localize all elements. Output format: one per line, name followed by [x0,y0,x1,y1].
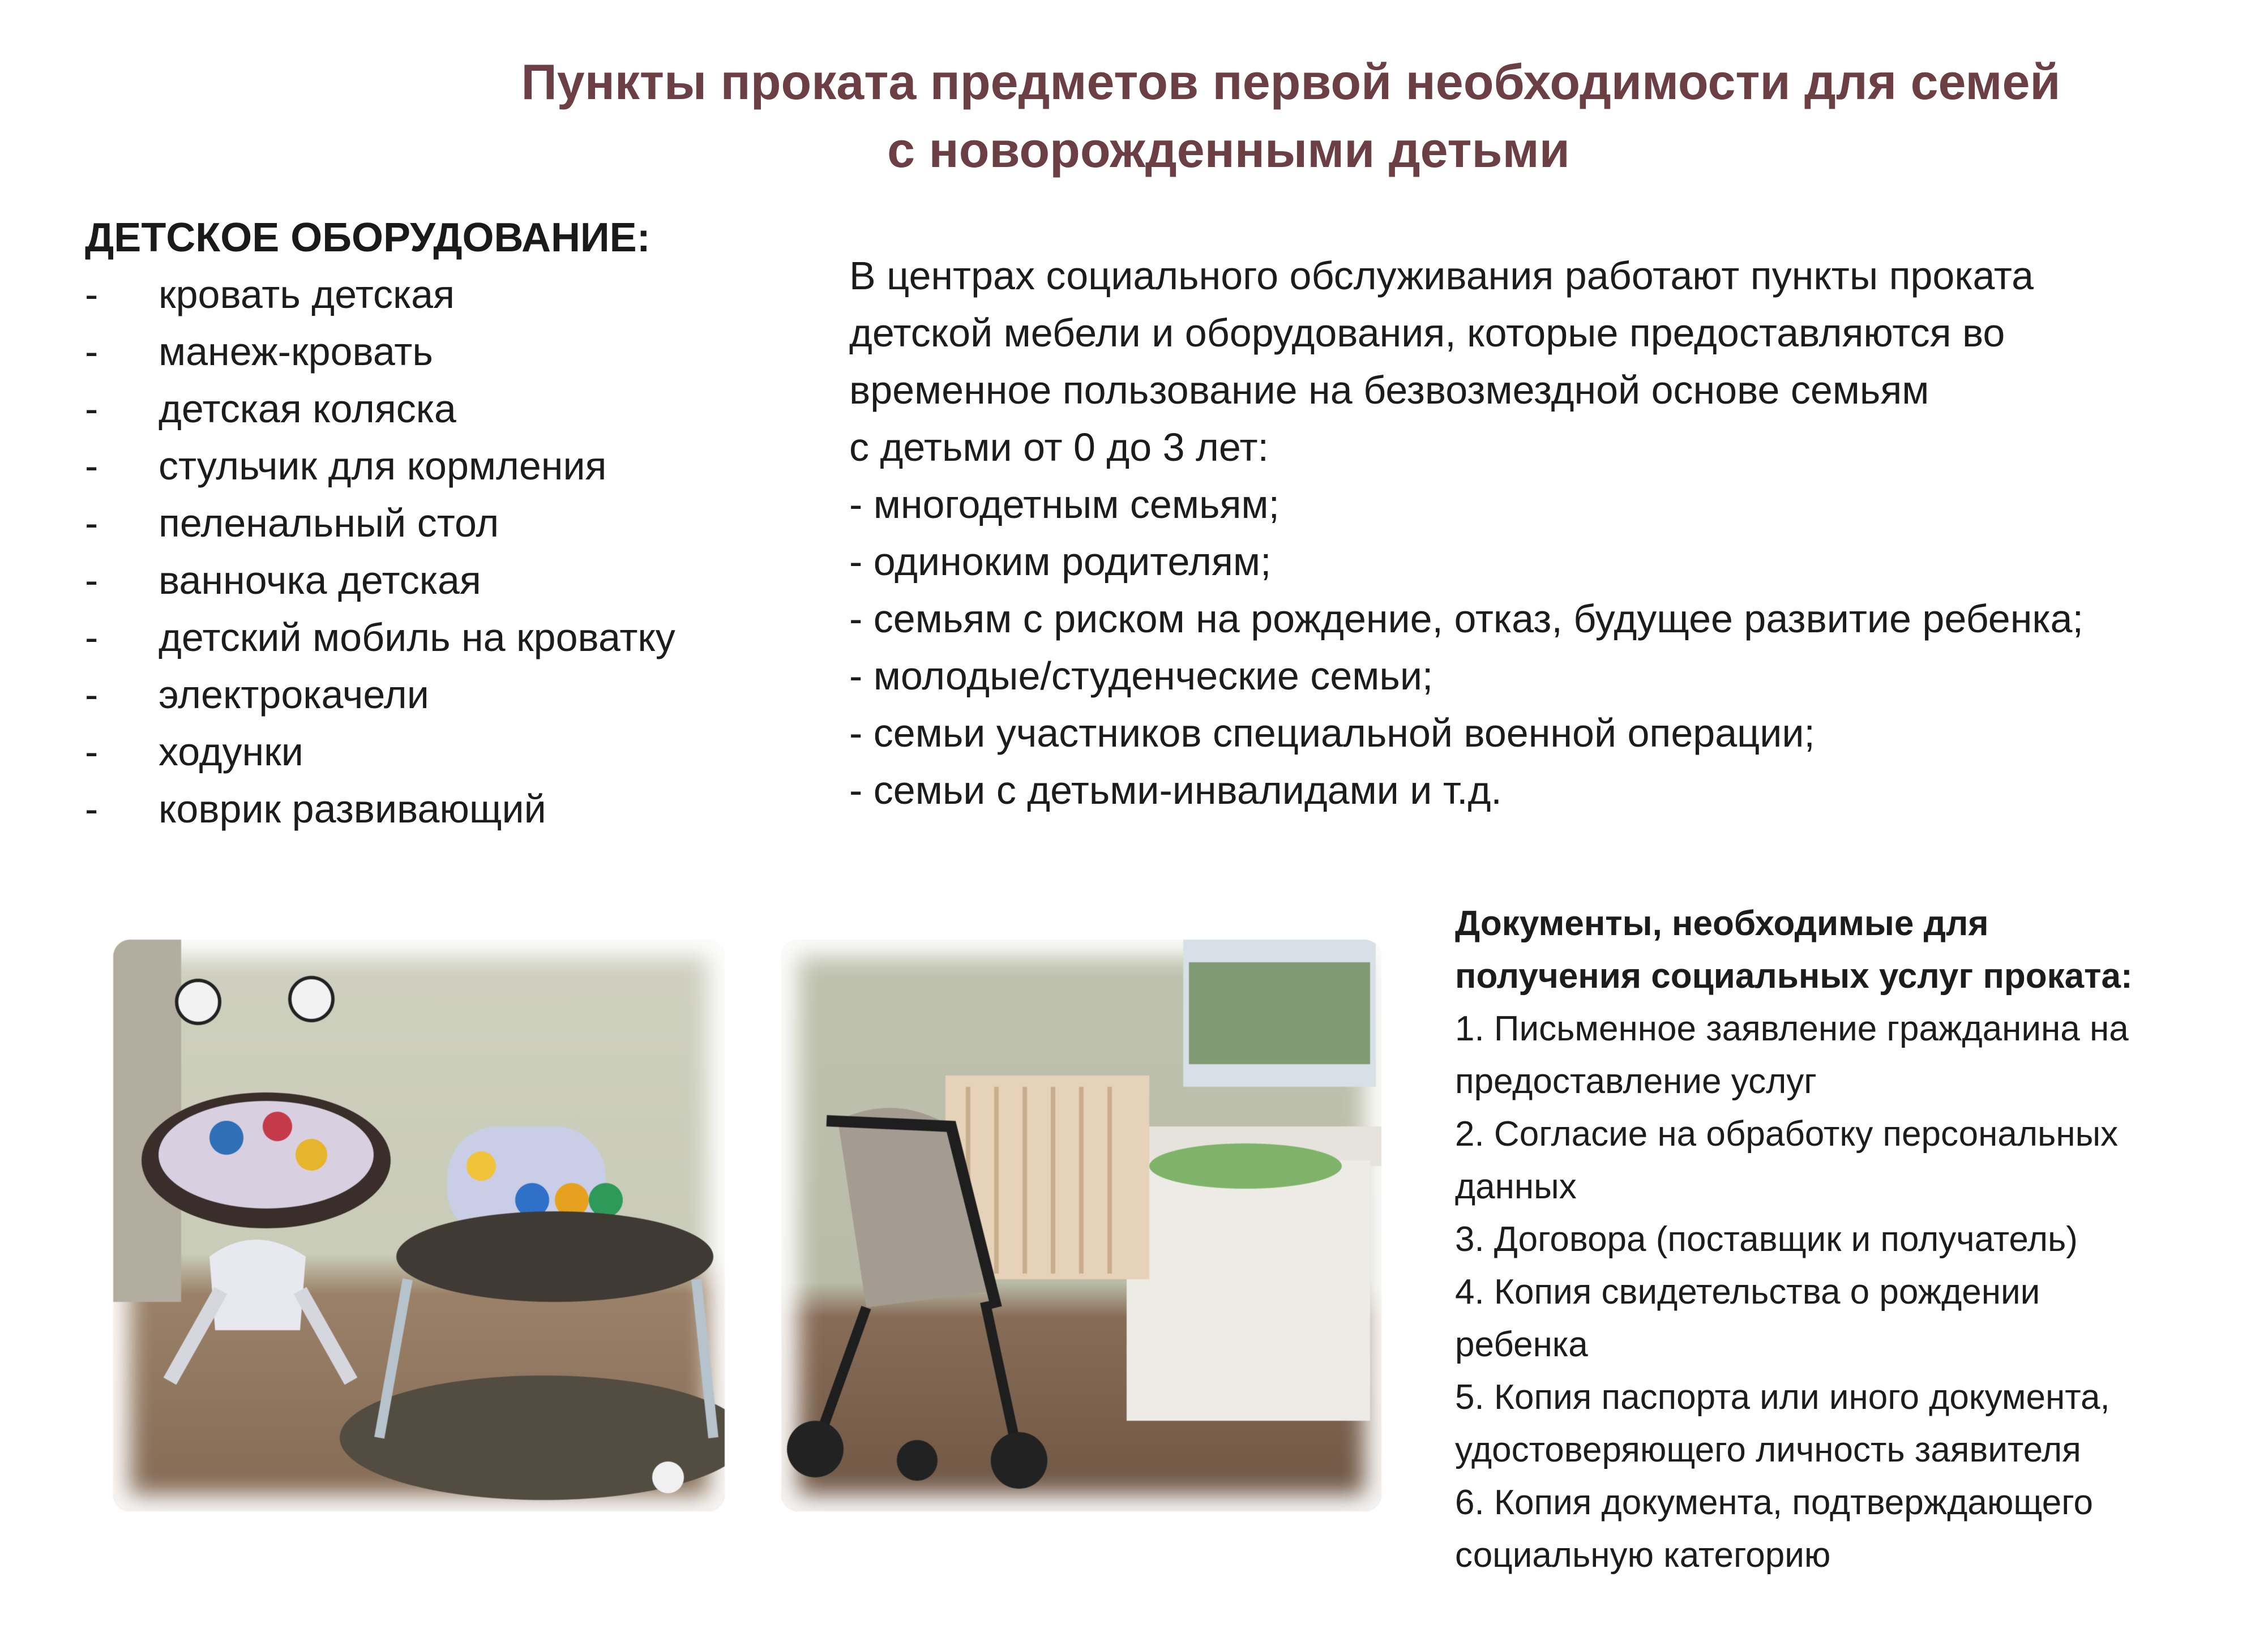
documents-line: 3. Договора (поставщик и получатель) [1455,1220,2078,1259]
documents-line: 4. Копия свидетельства о рождении [1455,1272,2040,1312]
stroller-crib-changing-table-photo [781,940,1381,1511]
intro-line: временное пользование на безвозмездной основе семьям [849,368,1929,412]
list-bullet: - [85,387,99,431]
page-title [272,48,2268,184]
list-bullet: - [85,329,99,374]
list-item [85,495,821,552]
documents-heading-line-2: получения социальных услуг проката: [1455,957,2133,996]
documents-line: удостоверяющего личность заявителя [1455,1430,2081,1469]
intro-line: - многодетным семьям; [849,482,1280,526]
list-item [85,781,821,838]
list-item [85,323,821,380]
swing-walker-illustration [113,940,725,1511]
intro-line: - семьи участников специальной военной операции; [849,711,1815,755]
list-item [85,380,821,438]
list-bullet: - [85,730,99,774]
list-bullet: - [85,787,99,831]
list-item [85,438,821,495]
list-item-text: коврик развивающий [159,787,546,831]
title-line-1: Пункты проката предметов первой необходимости для семей [521,54,2061,110]
equipment-list [85,266,821,838]
list-item-text: ванночка детская [159,558,481,602]
intro-line: В центрах социального обслуживания работают пункты проката [849,254,2034,298]
intro-line: с детьми от 0 до 3 лет: [849,425,1269,469]
list-item-text: детский мобиль на кроватку [159,615,675,659]
documents-line: 2. Согласие на обработку персональных [1455,1115,2119,1154]
documents-line: предоставление услуг [1455,1062,1817,1101]
documents-section [1455,897,2259,1582]
documents-line: социальную категорию [1455,1536,1831,1575]
equipment-section [85,209,821,838]
documents-line: 5. Копия паспорта или иного документа, [1455,1378,2110,1417]
list-item [85,609,821,666]
list-item-text: ходунки [159,730,303,774]
equipment-heading: ДЕТСКОЕ ОБОРУДОВАНИЕ: [85,215,651,260]
list-item-text: кровать детская [159,272,455,316]
list-item-text: детская коляска [159,387,456,431]
list-bullet: - [85,444,99,488]
documents-line: 1. Письменное заявление гражданина на [1455,1009,2129,1048]
list-bullet: - [85,272,99,316]
documents-heading-line-1: Документы, необходимые для [1455,904,1989,943]
documents-line: 6. Копия документа, подтверждающего [1455,1483,2093,1522]
list-item [85,723,821,781]
list-item-text: манеж-кровать [159,329,433,374]
list-item [85,266,821,323]
intro-line: - семьям с риском на рождение, отказ, будущее развитие ребенка; [849,597,2083,641]
list-item-text: стульчик для кормления [159,444,607,488]
stroller-crib-illustration [781,940,1381,1511]
list-item-text: электрокачели [159,672,429,717]
intro-line: детской мебели и оборудования, которые предоставляются во [849,311,2005,355]
intro-line: - одиноким родителям; [849,539,1272,584]
title-line-2: с новорожденными детьми [887,122,1570,178]
list-bullet: - [85,615,99,659]
intro-text [849,247,2253,819]
list-bullet: - [85,558,99,602]
list-bullet: - [85,501,99,545]
baby-swing-and-walker-photo [113,940,725,1511]
documents-line: ребенка [1455,1325,1588,1364]
list-item [85,552,821,609]
documents-line: данных [1455,1167,1577,1206]
list-item [85,666,821,723]
intro-line: - семьи с детьми-инвалидами и т.д. [849,768,1502,812]
list-item-text: пеленальный стол [159,501,499,545]
list-bullet: - [85,672,99,717]
intro-line: - молодые/студенческие семьи; [849,654,1433,698]
